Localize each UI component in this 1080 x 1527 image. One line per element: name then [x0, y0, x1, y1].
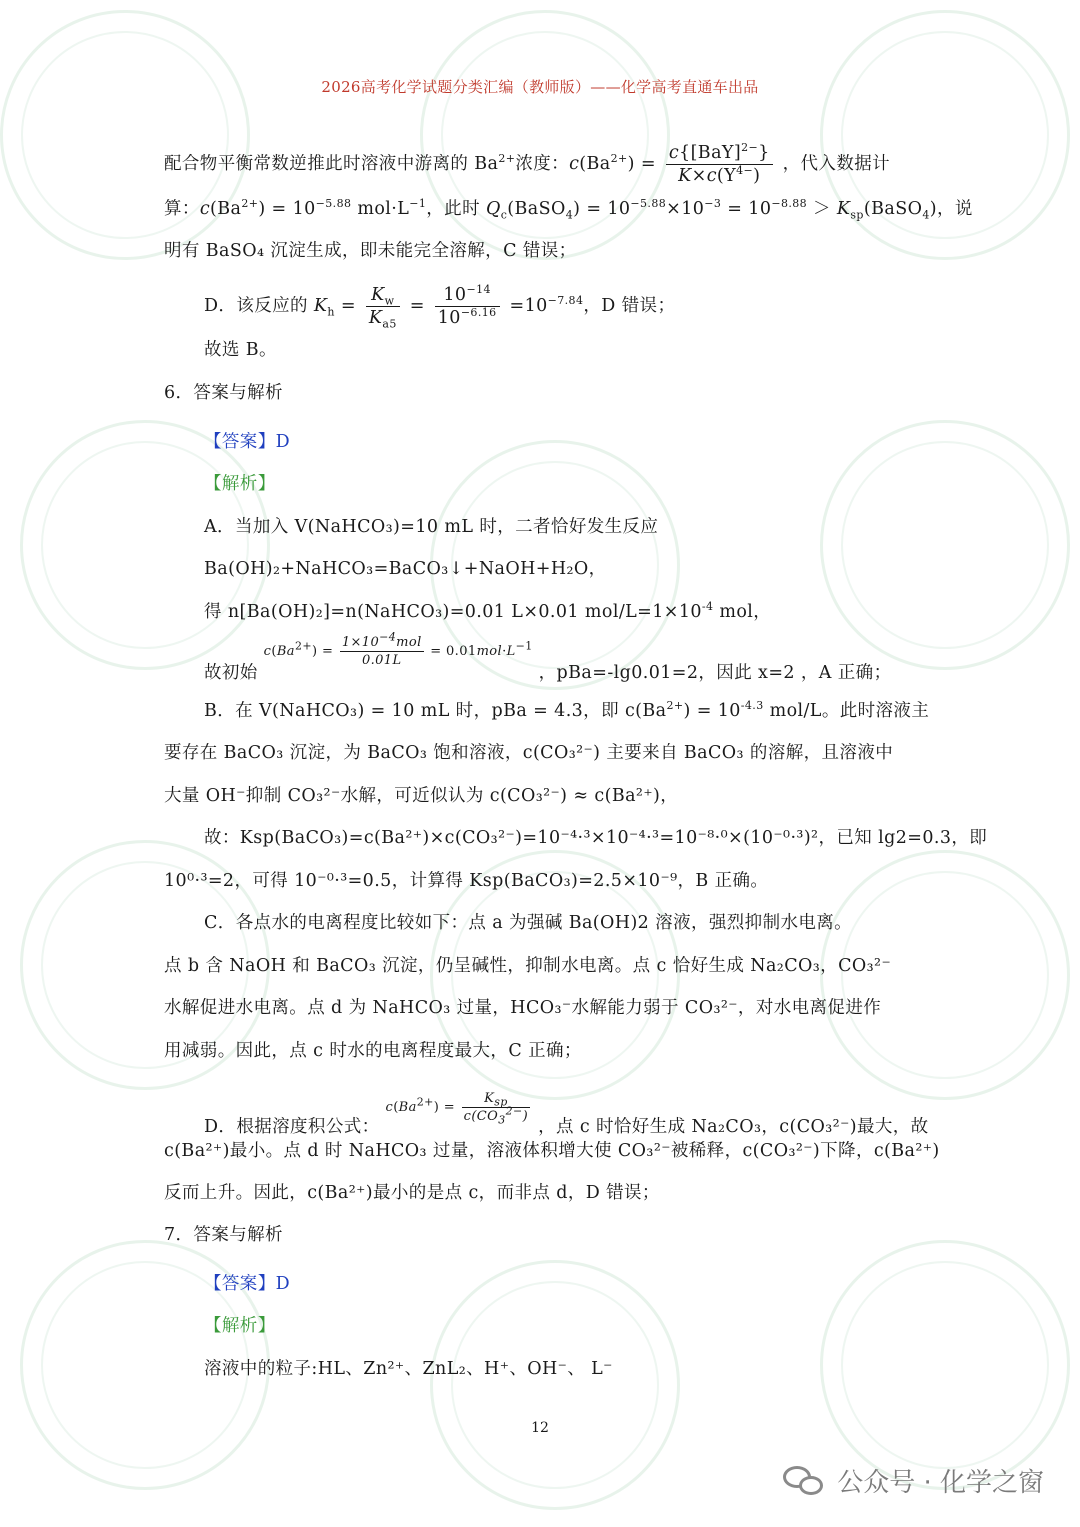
q5-line-1: 配合物平衡常数逆推此时溶液中游离的 $Ba^{2+}$浓度：$c(Ba^{2+})$ = $\frac{c\{[BaY]^{2-}\}}{K\times c(Y^{4-})}$ ，代入数据计 — [164, 141, 891, 186]
watermark-circle — [820, 420, 1070, 670]
q5-line-2: 算：$c(Ba^{2+}) = 10^{-5.88}$ $mol\cdot L^{-1}$，此时 $Q_c(BaSO_4) = 10^{-5.88}\times 10^{-3} = 10^{-8.88}$ ＞ $K_{sp}(BaSO_4)$，说 — [164, 197, 973, 222]
wechat-icon — [783, 1464, 827, 1498]
q6-b-3: 大量 OH⁻抑制 CO₃²⁻水解，可近似认为 c(CO₃²⁻) ≈ c(Ba²⁺)， — [164, 786, 679, 806]
q6-a-1: A．当加入 V(NaHCO₃)=10 mL 时，二者恰好发生反应 — [204, 517, 659, 537]
q6-a-3: 得 n[Ba(OH)₂]=n(NaHCO₃)=0.01 L×0.01 mol/$L=1\times 10^{-4}$ mol， — [204, 600, 772, 622]
footer-brand — [783, 1462, 1044, 1499]
q6-b-4: 故：Ksp(BaCO₃)=c(Ba²⁺)×c(CO₃²⁻)=10⁻⁴·³×10⁻⁴·³=10⁻⁸·⁰×(10⁻⁰·³)²，已知 lg2=0.3，即 — [204, 828, 988, 848]
q6-b-2: 要存在 BaCO₃ 沉淀，为 BaCO₃ 饱和溶液，c(CO₃²⁻) 主要来自 BaCO₃ 的溶解，且溶液中 — [164, 743, 894, 763]
q6-answer: 【答案】D — [204, 432, 291, 452]
q7-analysis-label: 【解析】 — [204, 1316, 276, 1336]
footer-text: 公众号 · 化学之窗 — [837, 1468, 1044, 1498]
fraction-ba-complex: $\frac{c\{[BaY]^{2-}\}}{K\times c(Y^{4-})}$ — [666, 142, 773, 187]
watermark-circle — [820, 10, 1070, 260]
watermark-circle — [430, 1260, 680, 1510]
watermark-circle — [420, 10, 670, 260]
q6-b-5: 10⁰·³=2，可得 10⁻⁰·³=0.5，计算得 Ksp(BaCO₃)=2.5×10⁻⁹，B 正确。 — [164, 871, 769, 891]
q6-d-2: c(Ba²⁺)最小。点 d 时 NaHCO₃ 过量，溶液体积增大使 CO₃²⁻被稀释，c(CO₃²⁻)下降，c(Ba²⁺) — [164, 1141, 940, 1161]
watermark-circle — [0, 10, 250, 260]
q6-title: 6．答案与解析 — [164, 383, 283, 403]
q7-title: 7．答案与解析 — [164, 1225, 283, 1245]
q5-choose: 故选 B。 — [204, 340, 277, 360]
q6-d-1: D．根据溶度积公式： $c(Ba^{2+})$ = $\frac{K_{sp}}{c(CO_3^{2-})}$ ，点 c 时恰好生成 Na₂CO₃，c(CO₃²⁻)最大，故 — [204, 1091, 929, 1137]
q6-b-1: B．在 V(NaHCO₃) = 10 mL 时，pBa = 4.3，即 $c(Ba^{2+}) = 10^{-4.3}$ mol/L。此时溶液主 — [204, 699, 930, 721]
q6-d-3: 反而上升。因此，c(Ba²⁺)最小的是点 c，而非点 d，D 错误； — [164, 1183, 660, 1203]
formula-ksp: $c(Ba^{2+})$ = $\frac{K_{sp}}{c(CO_3^{2-})}$ — [385, 1091, 529, 1127]
q6-a-2: Ba(OH)₂+NaHCO₃=BaCO₃↓+NaOH+H₂O， — [204, 559, 607, 579]
q6-a-4: 故初始 $c(Ba^{2+})$ = $\frac{1\times 10^{-4}mol}{0.01L}$ = $0.01mol\cdot L^{-1}$ ，pBa=-lg0.01=2，因此 x=2 ，A 正确； — [204, 630, 892, 683]
q7-answer: 【答案】D — [204, 1274, 291, 1294]
formula-ba-initial: $c(Ba^{2+})$ = $\frac{1\times 10^{-4}mol}{0.01L}$ = $0.01mol\cdot L^{-1}$ — [263, 630, 533, 668]
page-header: 2026高考化学试题分类汇编（教师版）——化学高考直通车出品 — [321, 78, 759, 96]
q5-line-3: 明有 BaSO₄ 沉淀生成，即未能完全溶解，C 错误； — [164, 241, 577, 261]
fraction-kw-ka5: $\frac{K_w}{K_{a5}}$ — [366, 284, 400, 329]
fraction-powers: $\frac{10^{-14}}{10^{-6.16}}$ — [435, 284, 500, 329]
q6-c-1: C．各点水的电离程度比较如下：点 a 为强碱 Ba(OH)2 溶液，强烈抑制水电离。 — [204, 913, 853, 933]
q7-line-1: 溶液中的粒子:HL、Zn²⁺、ZnL₂、H⁺、OH⁻、 L⁻ — [204, 1359, 613, 1379]
q6-c-2: 点 b 含 NaOH 和 BaCO₃ 沉淀，仍呈碱性，抑制水电离。点 c 恰好生成 Na₂CO₃，CO₃²⁻ — [164, 956, 892, 976]
q6-c-3: 水解促进水电离。点 d 为 NaHCO₃ 过量，HCO₃⁻水解能力弱于 CO₃²⁻，对水电离促进作 — [164, 998, 882, 1018]
page-number: 12 — [531, 1420, 549, 1436]
q6-analysis-label: 【解析】 — [204, 474, 276, 494]
q6-c-4: 用减弱。因此，点 c 时水的电离程度最大，C 正确； — [164, 1041, 582, 1061]
q5-option-d: D．该反应的 $K_h$ = $\frac{K_w}{K_{a5}}$ = $\frac{10^{-14}}{10^{-6.16}}$ $=10^{-7.84}$，D 错误； — [204, 283, 676, 331]
watermark-circle — [20, 420, 270, 670]
